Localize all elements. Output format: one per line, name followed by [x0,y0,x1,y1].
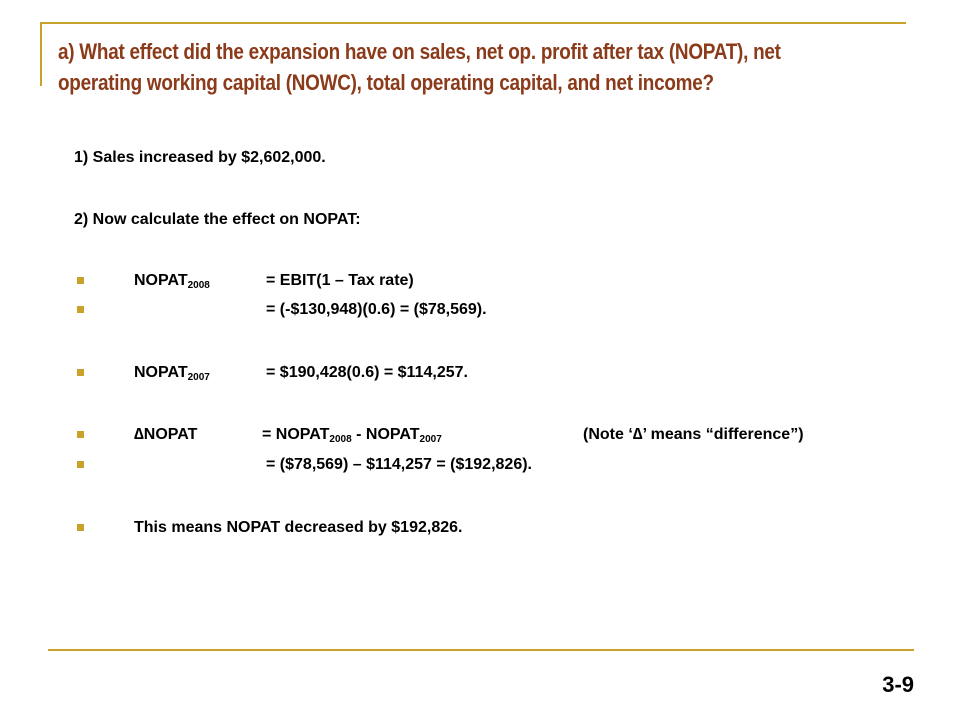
point-nopat-intro: 2) Now calculate the effect on NOPAT: [74,211,361,228]
delta-symbol: ∆ [632,426,643,443]
top-rule [40,22,906,24]
slide-title [58,36,798,98]
bullet-marker [77,277,84,284]
difference-note: (Note ‘∆’ means “difference”) [583,426,804,443]
bullet-marker [77,524,84,531]
delta-nopat-label: ∆NOPAT [134,426,198,443]
conclusion-text: This means NOPAT decreased by $192,826. [134,519,463,536]
bullet-marker [77,461,84,468]
nopat-2007-formula: = $190,428(0.6) = $114,257. [266,364,468,381]
title-line-1: a) What effect did the expansion have on sales, net op. profit after tax (NOPAT), net [58,39,781,64]
title-line-2: operating working capital (NOWC), total operating capital, and net income? [58,70,714,95]
page-number: 3-9 [882,672,914,697]
bottom-rule [48,649,914,651]
bullet-marker [77,431,84,438]
delta-nopat-formula: = $NOPAT_{2008}$ - $NOPAT_{2007}$ [262,426,442,445]
nopat-2008-calculation: = (-$130,948)(0.6) = ($78,569). [266,301,487,318]
nopat-2008-formula: = EBIT(1 – Tax rate) [266,272,414,289]
bullet-marker [77,306,84,313]
bullet-marker [77,369,84,376]
delta-symbol: ∆ [134,426,144,443]
nopat-2008-label: $NOPAT_{2008}$ [134,272,210,291]
delta-nopat-calculation: = ($78,569) – $114,257 = ($192,826). [266,456,532,473]
left-rule [40,22,42,86]
nopat-2007-label: $NOPAT_{2007}$ [134,364,210,383]
point-sales: 1) Sales increased by $2,602,000. [74,149,326,166]
